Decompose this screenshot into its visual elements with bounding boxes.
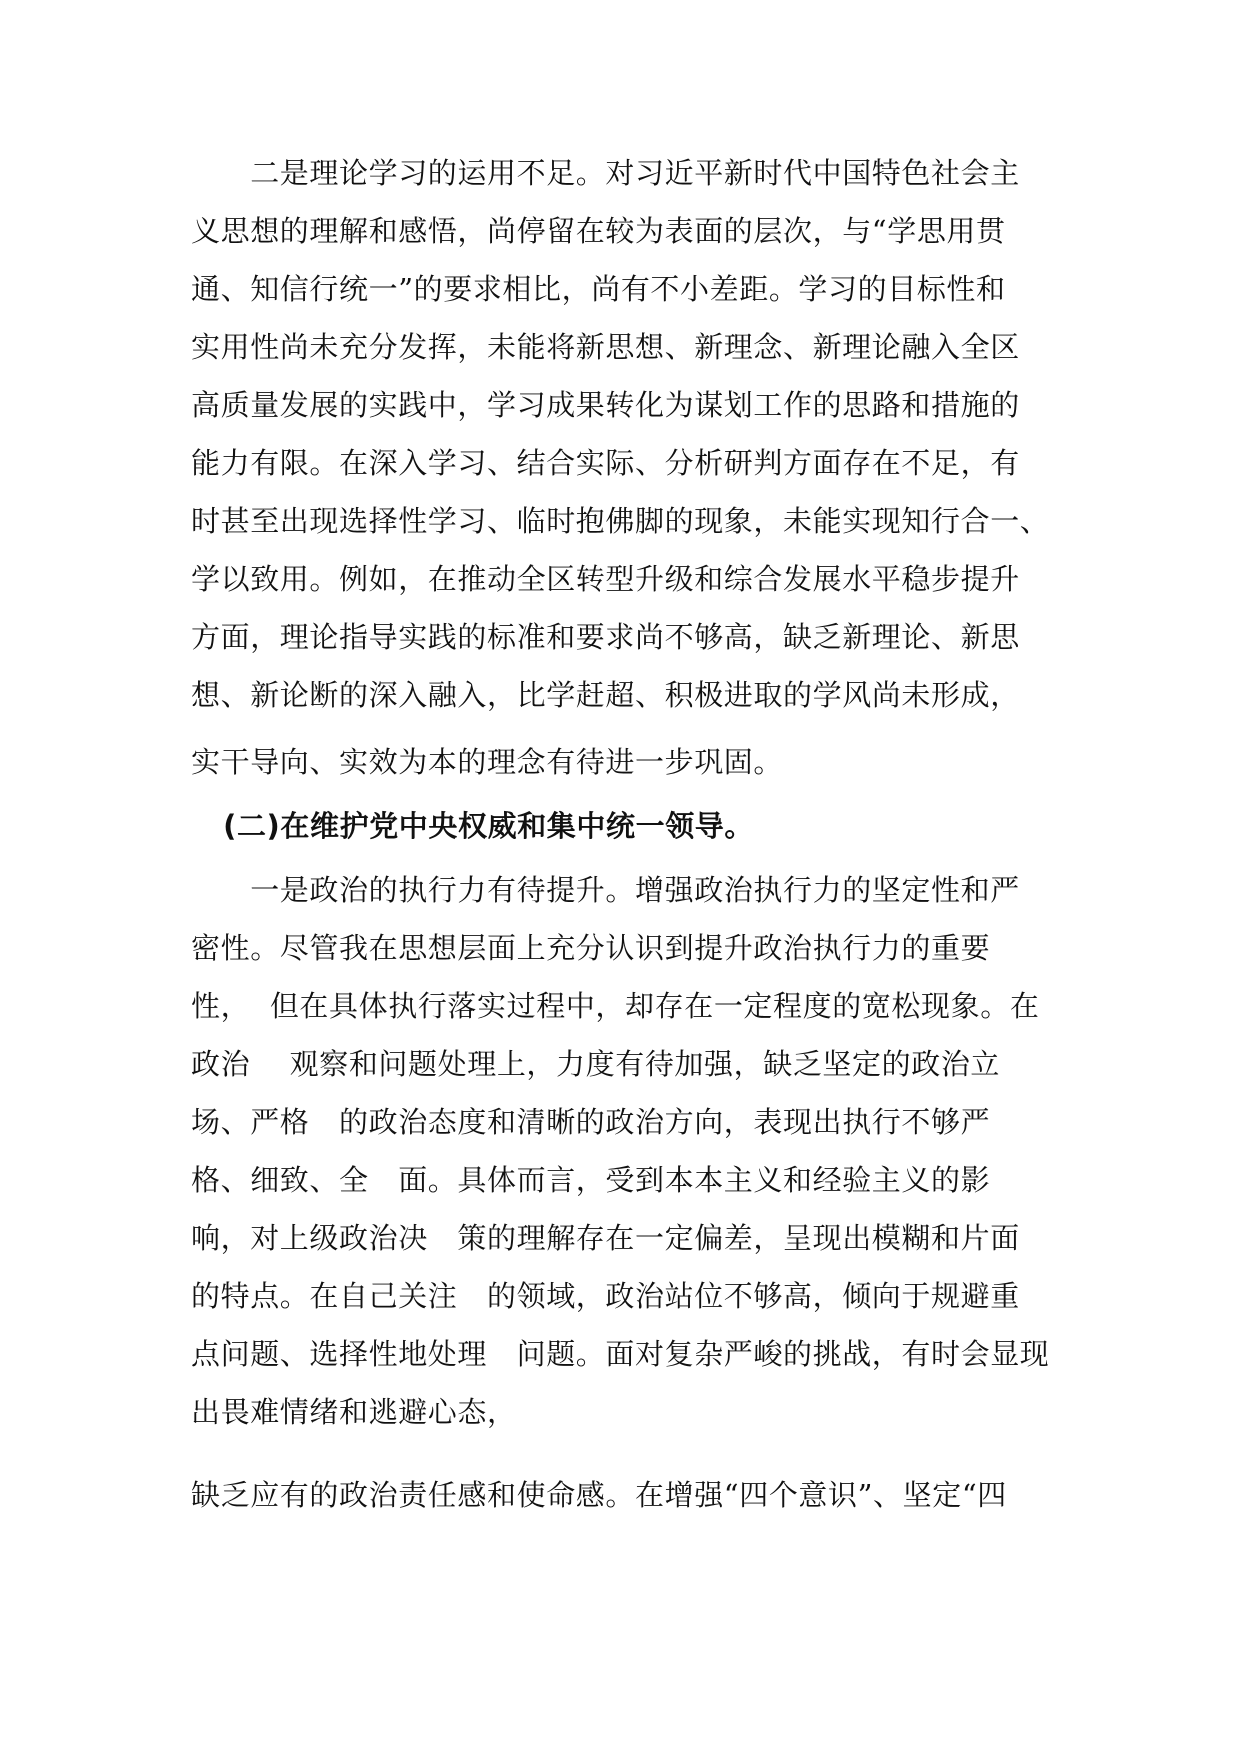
paragraph-line: 政治 观察和问题处理上，力度有待加强，缺乏坚定的政治立 (191, 1047, 1001, 1081)
paragraph-line: 时甚至出现选择性学习、临时抱佛脚的现象，未能实现知行合一、 (191, 504, 1050, 538)
paragraph-line: 高质量发展的实践中，学习成果转化为谋划工作的思路和措施的 (191, 388, 1020, 422)
paragraph-line: 想、新论断的深入融入，比学赶超、积极进取的学风尚未形成， (191, 678, 1020, 712)
paragraph-line: 缺乏应有的政治责任感和使命感。在增强“四个意识”、坚定“四 (191, 1478, 1007, 1512)
section-heading: (二)在维护党中央权威和集中统一领导。 (191, 809, 754, 843)
paragraph-line: 格、细致、全 面。具体而言，受到本本主义和经验主义的影 (191, 1163, 991, 1197)
paragraph-line: 场、严格 的政治态度和清晰的政治方向，表现出执行不够严 (191, 1105, 991, 1139)
paragraph-line: 密性。尽管我在思想层面上充分认识到提升政治执行力的重要 (191, 931, 991, 965)
paragraph-line: 二是理论学习的运用不足。对习近平新时代中国特色社会主 (191, 156, 1020, 190)
paragraph-line: 实干导向、实效为本的理念有待进一步巩固。 (191, 745, 784, 779)
paragraph-line: 学以致用。例如，在推动全区转型升级和综合发展水平稳步提升 (191, 562, 1020, 596)
paragraph-line: 点问题、选择性地处理 问题。面对复杂严峻的挑战，有时会显现 (191, 1337, 1050, 1371)
paragraph-line: 一是政治的执行力有待提升。增强政治执行力的坚定性和严 (191, 873, 1020, 907)
paragraph-line: 性， 但在具体执行落实过程中，却存在一定程度的宽松现象。在 (191, 989, 1040, 1023)
paragraph-line: 通、知信行统一”的要求相比，尚有不小差距。学习的目标性和 (191, 272, 1006, 306)
paragraph-line: 能力有限。在深入学习、结合实际、分析研判方面存在不足，有 (191, 446, 1020, 480)
paragraph-line: 响，对上级政治决 策的理解存在一定偏差，呈现出模糊和片面 (191, 1221, 1020, 1255)
paragraph-line: 方面，理论指导实践的标准和要求尚不够高，缺乏新理论、新思 (191, 620, 1020, 654)
paragraph-line: 实用性尚未充分发挥，未能将新思想、新理念、新理论融入全区 (191, 330, 1020, 364)
paragraph-line: 出畏难情绪和逃避心态， (191, 1395, 517, 1429)
paragraph-line: 的特点。在自己关注 的领域，政治站位不够高，倾向于规避重 (191, 1279, 1020, 1313)
paragraph-line: 义思想的理解和感悟，尚停留在较为表面的层次，与“学思用贯 (191, 214, 1006, 248)
